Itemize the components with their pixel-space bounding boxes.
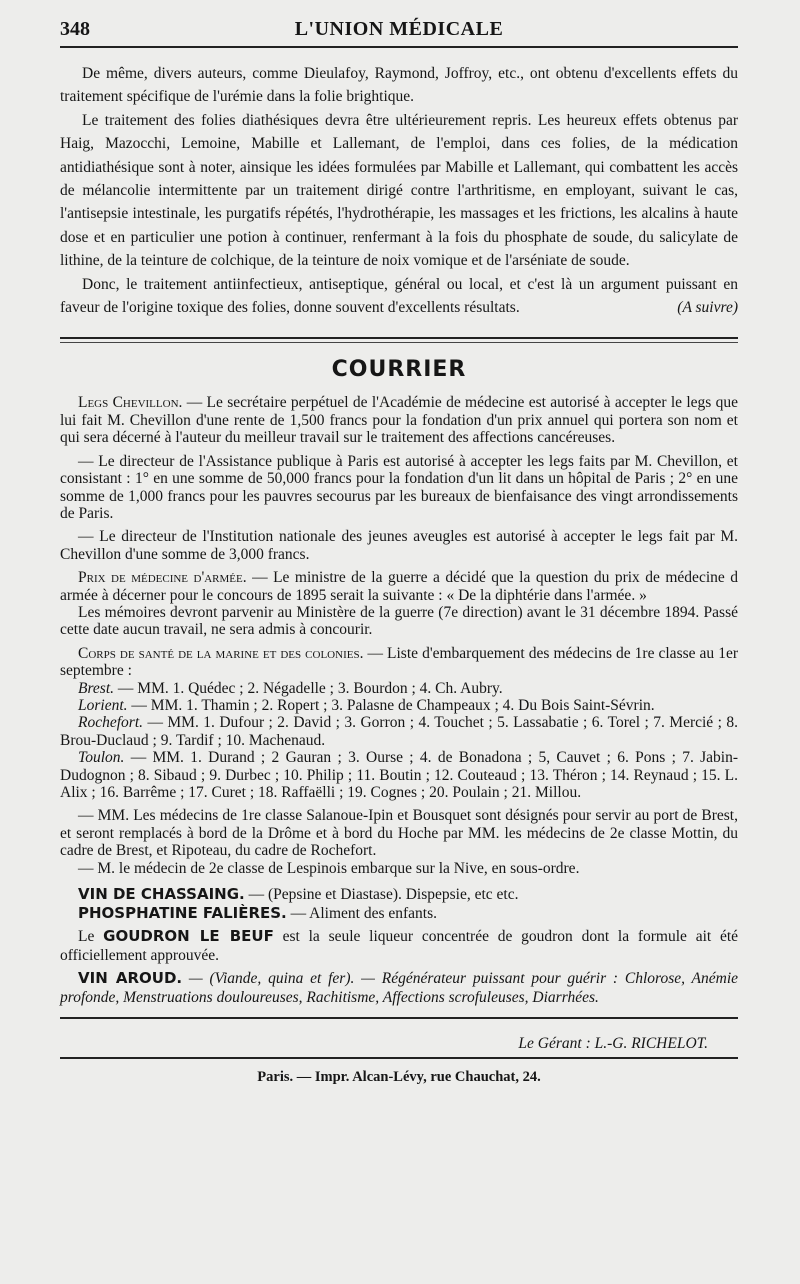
port-list-item: Brest. — MM. 1. Quédec ; 2. Négadelle ; 3. Bourdon ; 4. Ch. Aubry. bbox=[78, 679, 503, 697]
news-label: Legs Chevillon. bbox=[78, 394, 183, 412]
journal-title: L'UNION MÉDICALE bbox=[294, 18, 504, 40]
ad-vin-chassaing: VIN DE CHASSAING. — (Pepsine et Diastase). Dispepsie, etc etc. bbox=[78, 885, 519, 904]
advertisements bbox=[60, 885, 738, 1007]
news-item: — Le directeur de l'Institution nationale des jeunes aveugles est autorisé à accepter le legs fait par M. Chevillon d'une somme de 3,000 francs. bbox=[60, 528, 738, 563]
port-list-item: Rochefort. — MM. 1. Dufour ; 2. David ; 3. Gorron ; 4. Touchet ; 5. Lassabatie ; 6. Torel ; 7. Mercié ; 8. Brou-Duclaud ; 9. Tardif ; 10. Machenaud. bbox=[60, 714, 738, 749]
article-paragraph: De même, divers auteurs, comme Dieulafoy, Raymond, Joffroy, etc., ont obtenu d'excellents effets du traitement spécifique de l'urémie dans la folie brightique. bbox=[60, 65, 738, 106]
news-label: Corps de santé de la marine et des colonies. bbox=[78, 644, 364, 662]
printer-imprint: Paris. — Impr. Alcan-Lévy, rue Chauchat, 24. bbox=[257, 1069, 541, 1086]
news-item: — MM. Les médecins de 1re classe Salanoue-Ipin et Bousquet sont désignés pour servir au port de Brest, et seront remplacés à bord de la Drôme et à bord du Hoche par MM. les médecins de 2e classe Mottin, du cadre de Brest, et Ripoteau, du cadre de Rochefort. bbox=[60, 807, 738, 860]
courrier-section bbox=[60, 394, 738, 877]
footer-rule bbox=[60, 1017, 738, 1019]
footer-rule bbox=[60, 1057, 738, 1059]
ad-phosphatine: PHOSPHATINE FALIÈRES. — Aliment des enfants. bbox=[78, 904, 437, 923]
to-follow-note: (A suivre) bbox=[677, 299, 738, 317]
article-paragraph: Le traitement des folies diathésiques devra être ultérieurement repris. Les heureux effets obtenus par Haig, Mazocchi, Lemoine, Mabille et Lallemant, de l'emploi, dans ces folies, de la médication antidiathésique sont à noter, ainsique les idées formulées par Mabille et Lallemant, qui combattent les accès de mélancolie intermittente par un traitement dirigé contre l'arthritisme, en employant, suivant le cas, l'antisepsie intestinale, les purgatifs répétés, l'hydrothérapie, les massages et les frictions, les alcalins à haute dose et en particulier une potion à continuer, renfermant à la fois du phosphate de soude, du salicylate de lithine, de la teinture de colchique, de la teinture de noix vomique et de l'arséniate de soude. bbox=[60, 111, 738, 270]
news-label: Prix de médecine d'armée. bbox=[78, 569, 247, 587]
ad-goudron: Le GOUDRON LE BEUF est la seule liqueur concentrée de goudron dont la formule ait été officiellement approuvée. bbox=[60, 927, 739, 965]
page-number: 348 bbox=[60, 18, 90, 40]
news-item: Legs Chevillon. — Le secrétaire perpétuel de l'Académie de médecine est autorisé à accepter le legs que lui fait M. Chevillon d'une rente de 1,500 francs pour la fondation d'un prix annuel qui portera son nom et qui sera décerné à l'auteur du meilleur travail sur le traitement des affections cancéreuses. bbox=[60, 394, 738, 447]
news-item: Prix de médecine d'armée. — Le ministre de la guerre a décidé que la question du prix de médecine d armée à décerner pour le concours de 1895 serait la suivante : « De la diphtérie dans l'armée. » bbox=[60, 569, 738, 604]
news-item: Les mémoires devront parvenir au Ministère de la guerre (7e direction) avant le 31 décembre 1894. Passé cette date aucun travail, ne sera admis à concourir. bbox=[60, 603, 738, 639]
port-list-item: Lorient. — MM. 1. Thamin ; 2. Ropert ; 3. Palasne de Champeaux ; 4. Du Bois Saint-Sévrin. bbox=[78, 696, 655, 714]
ad-vin-aroud: VIN AROUD. — (Viande, quina et fer). — Régénérateur puissant pour guérir : Chlorose, Anémie profonde, Menstruations douloureuses, Rachitisme, Affections scrofuleuses, Diarrhées. bbox=[60, 969, 739, 1007]
article-paragraph-text: Donc, le traitement antiinfectieux, antiseptique, général ou local, et c'est là un argument puissant en faveur de l'origine toxique des folies, donne souvent d'excellents résultats. bbox=[60, 275, 738, 317]
article-paragraph bbox=[60, 273, 738, 320]
news-item: — M. le médecin de 2e classe de Lespinois embarque sur la Nive, en sous-ordre. bbox=[78, 859, 580, 877]
page-header bbox=[60, 0, 738, 46]
news-item: — Le directeur de l'Assistance publique à Paris est autorisé à accepter les legs faits par M. Chevillon, et consistant : 1° en une somme de 50,000 francs pour la fondation d'un lit dans un hôpital de Paris ; 2° en une somme de 1,000 francs pour les pauvres secourus par les bureaux de bienfaisance des vingt arrondissements de Paris. bbox=[60, 452, 738, 522]
gerant-signature: Le Gérant : L.-G. RICHELOT. bbox=[518, 1035, 708, 1053]
header-rule bbox=[60, 46, 738, 48]
section-heading: COURRIER bbox=[331, 357, 467, 383]
article-continuation bbox=[60, 62, 738, 319]
news-item: Corps de santé de la marine et des colonies. — Liste d'embarquement des médecins de 1re classe au 1er septembre : bbox=[60, 644, 739, 680]
section-divider bbox=[60, 337, 738, 343]
port-list-item: Toulon. — MM. 1. Durand ; 2 Gauran ; 3. Ourse ; 4. de Bonadona ; 5, Cauvet ; 6. Pons ; 7. Jabin-Dudognon ; 8. Sibaud ; 9. Durbec ; 10. Philip ; 11. Boutin ; 12. Couteaud ; 13. Théron ; 14. Reynaud ; 15. L. Alix ; 16. Barrême ; 17. Curet ; 18. Raffaëlli ; 19. Cognes ; 20. Poulain ; 21. Millou. bbox=[60, 749, 738, 801]
